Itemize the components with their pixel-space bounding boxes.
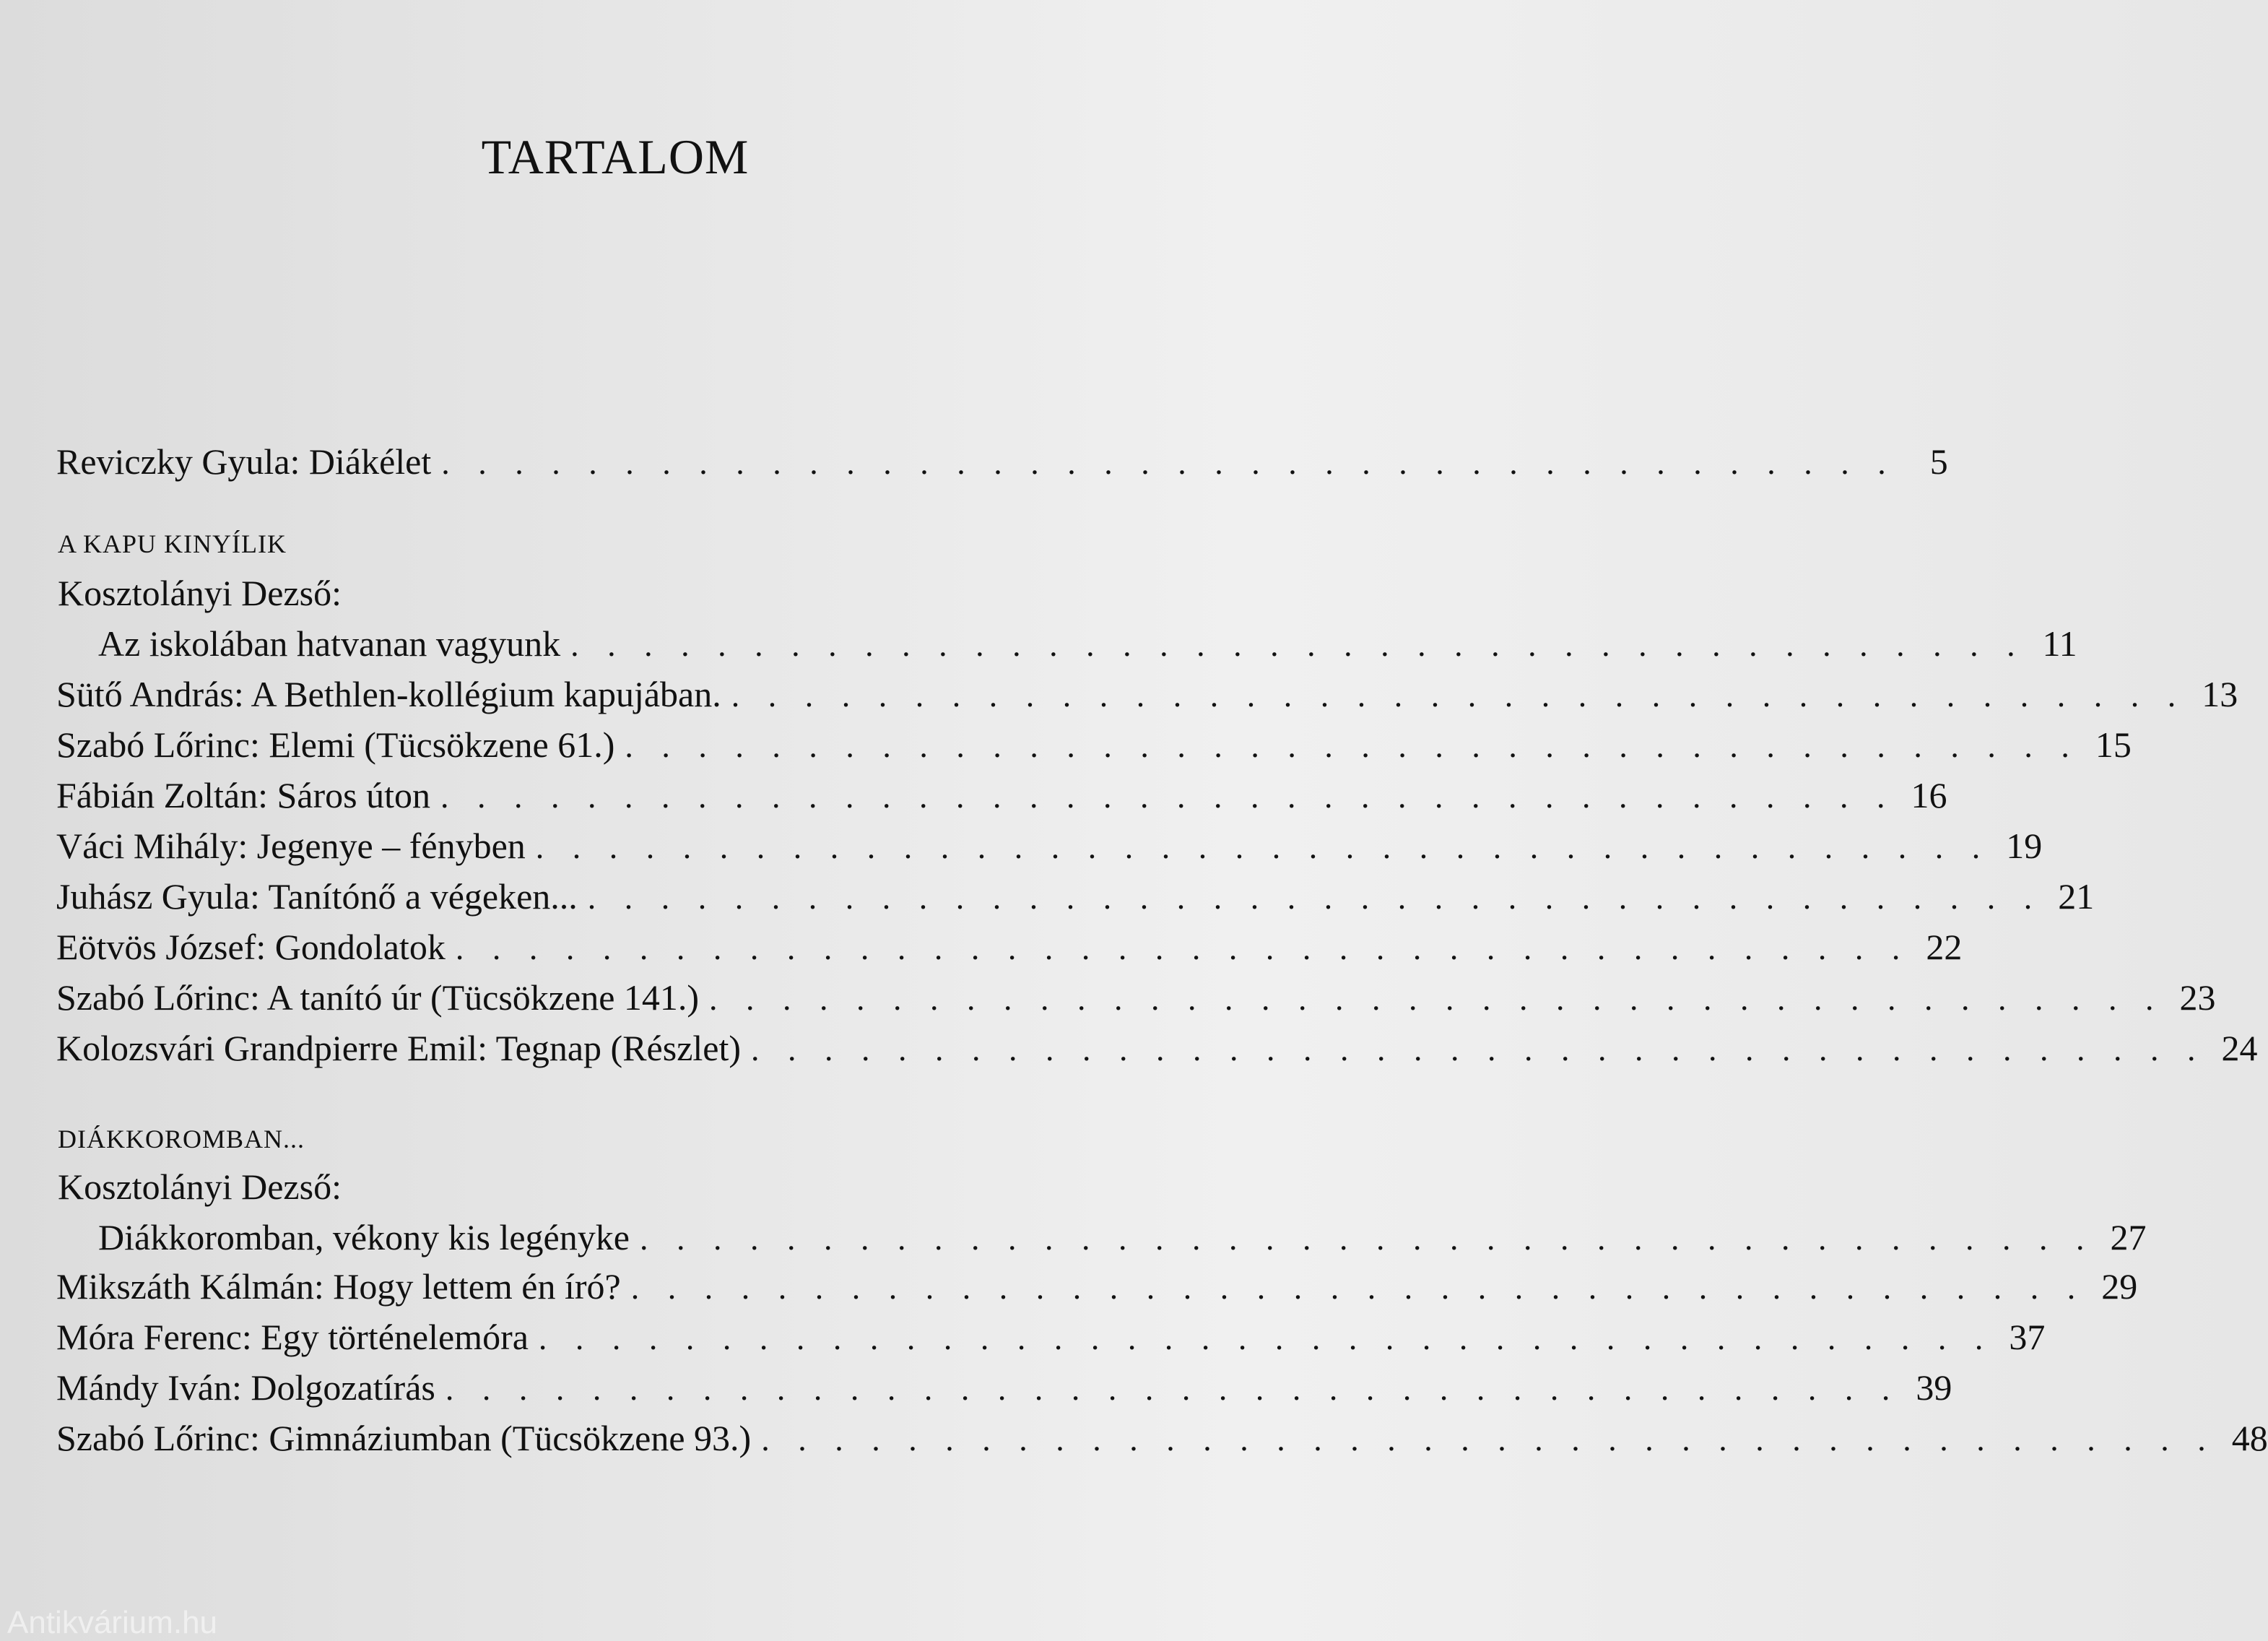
toc-entry — [56, 825, 2043, 875]
entry-text: Szabó Lőrinc: A tanító úr (Tücsökzene 141.) — [56, 977, 700, 1018]
leader-dots: . . . . . . . . . . . . . . . . . . . . . . . . . . . . . . . . . . . . . . . . — [440, 778, 1895, 815]
entry-page: 11 — [2042, 623, 2077, 664]
leader-dots: . . . . . . . . . . . . . . . . . . . . . . . . . . . . . . . . . . . . . . . . — [587, 879, 2043, 916]
leader-dots: . . . . . . . . . . . . . . . . . . . . . . . . . . . . . . . . . . . . . . . . — [625, 727, 2080, 764]
section-heading-1: A KAPU KINYÍLIK — [58, 529, 287, 558]
entry-page: 23 — [2179, 977, 2216, 1018]
entry-page: 13 — [2202, 674, 2238, 714]
toc-entry — [56, 1316, 2046, 1367]
section-heading-2: DIÁKKOROMBAN... — [58, 1125, 305, 1153]
toc-entry — [56, 673, 2238, 724]
leader-dots: . . . . . . . . . . . . . . . . . . . . . . . . . . . . . . . . . . . . . . . . — [709, 980, 2164, 1017]
entry-text: Diákkoromban, vékony kis legényke — [98, 1217, 630, 1257]
entry-page: 16 — [1911, 775, 1947, 815]
toc-entry — [56, 1417, 2268, 1468]
toc-entry — [56, 977, 2216, 1027]
entry-page: 48 — [2231, 1418, 2268, 1458]
toc-entry — [56, 1027, 2258, 1078]
entry-text: Fábián Zoltán: Sáros úton — [56, 775, 430, 815]
entry-text: Mándy Iván: Dolgozatírás — [56, 1367, 435, 1408]
author-line-2: Kosztolányi Dezső: — [58, 1166, 342, 1207]
entry-text: Mikszáth Kálmán: Hogy lettem én író? — [56, 1266, 621, 1307]
toc-entry — [56, 1265, 2138, 1316]
entry-text: Reviczky Gyula: Diákélet — [56, 441, 432, 482]
entry-text: Az iskolában hatvanan vagyunk — [98, 623, 561, 664]
author-line-1: Kosztolányi Dezső: — [58, 573, 342, 613]
toc-entry — [98, 623, 2077, 673]
entry-text: Szabó Lőrinc: Gimnáziumban (Tücsökzene 93.) — [56, 1418, 752, 1458]
leader-dots: . . . . . . . . . . . . . . . . . . . . . . . . . . . . . . . . . . . . . . . . — [538, 1320, 1994, 1356]
toc-entry — [56, 875, 2095, 926]
leader-dots: . . . . . . . . . . . . . . . . . . . . . . . . . . . . . . . . . . . . . . . . — [751, 1031, 2206, 1068]
entry-text: Szabó Lőrinc: Elemi (Tücsökzene 61.) — [56, 724, 615, 765]
entry-page: 24 — [2221, 1028, 2258, 1068]
entry-text: Váci Mihály: Jegenye – fényben — [56, 826, 526, 866]
entry-text: Sütő András: A Bethlen-kollégium kapujában. — [56, 674, 721, 714]
entry-text: Móra Ferenc: Egy történelemóra — [56, 1317, 529, 1357]
leader-dots: . . . . . . . . . . . . . . . . . . . . . . . . . . . . . . . . . . . . . . . . — [535, 828, 1991, 865]
toc-entry — [56, 1367, 1952, 1417]
leader-dots: . . . . . . . . . . . . . . . . . . . . . . . . . . . . . . . . . . . . . . . . — [761, 1421, 2216, 1458]
leader-dots: . . . . . . . . . . . . . . . . . . . . . . . . . . . . . . . . . . . . . . . . — [731, 677, 2186, 714]
entry-text: Juhász Gyula: Tanítónő a végeken... — [56, 876, 578, 917]
toc-entry-intro — [56, 441, 1948, 491]
entry-page: 21 — [2058, 876, 2095, 917]
leader-dots: . . . . . . . . . . . . . . . . . . . . . . . . . . . . . . . . . . . . . . . . — [455, 930, 1911, 966]
entry-page: 27 — [2110, 1217, 2147, 1257]
entry-page: 22 — [1926, 927, 1963, 967]
entry-page: 39 — [1916, 1367, 1952, 1408]
watermark: Antikvárium.hu — [7, 1605, 218, 1640]
page-title: TARTALOM — [481, 129, 750, 184]
entry-text: Eötvös József: Gondolatok — [56, 927, 446, 967]
leader-dots: . . . . . . . . . . . . . . . . . . . . . . . . . . . . . . . . . . . . . . . . — [441, 444, 1896, 481]
leader-dots: . . . . . . . . . . . . . . . . . . . . . . . . . . . . . . . . . . . . . . . . — [630, 1269, 2086, 1306]
leader-dots: . . . . . . . . . . . . . . . . . . . . . . . . . . . . . . . . . . . . . . . . — [639, 1220, 2095, 1257]
toc-entry — [56, 926, 1963, 977]
toc-entry — [56, 724, 2132, 774]
entry-page: 29 — [2101, 1266, 2138, 1307]
leader-dots: . . . . . . . . . . . . . . . . . . . . . . . . . . . . . . . . . . . . . . . . — [445, 1370, 1900, 1407]
leader-dots: . . . . . . . . . . . . . . . . . . . . . . . . . . . . . . . . . . . . . . . . — [570, 626, 2025, 663]
entry-page: 15 — [2095, 724, 2132, 765]
toc-entry — [56, 774, 1947, 825]
entry-page: 5 — [1929, 441, 1948, 482]
toc-entry — [98, 1216, 2147, 1267]
entry-page: 37 — [2009, 1317, 2046, 1357]
entry-page: 19 — [2006, 826, 2043, 866]
entry-text: Kolozsvári Grandpierre Emil: Tegnap (Részlet) — [56, 1028, 742, 1068]
